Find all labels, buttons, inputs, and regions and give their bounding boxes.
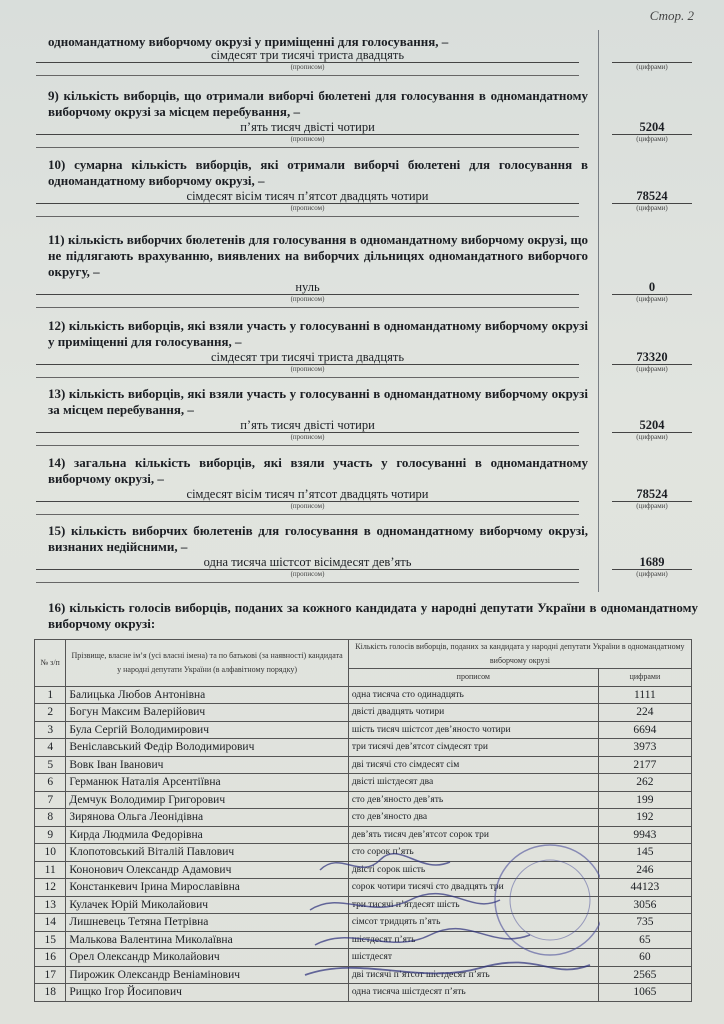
figures-caption: (цифрами) — [636, 63, 668, 71]
table-body — [35, 686, 692, 1001]
candidate-name: Кирда Людмила Федорівна — [66, 826, 348, 844]
page-number: Стор. 2 — [649, 8, 694, 23]
amount-in-figures — [612, 48, 692, 63]
table-row — [35, 826, 692, 844]
candidate-name: Веніславський Федір Володимирович — [66, 739, 348, 757]
amount-in-figures: 73320 — [612, 350, 692, 365]
votes-in-words: сорок чотири тисячі сто двадцять три — [348, 879, 598, 897]
table-row — [35, 966, 692, 984]
table-row — [35, 931, 692, 949]
col-votes: Кількість голосів виборців, поданих за кандидата у народні депутати України в одномандатному виборчому окрузі — [348, 640, 691, 669]
table-row — [35, 896, 692, 914]
figures-caption: (цифрами) — [636, 204, 668, 212]
votes-in-figures: 199 — [598, 791, 691, 809]
table-row — [35, 739, 692, 757]
votes-in-figures: 60 — [598, 949, 691, 967]
candidate-name: Лишневець Тетяна Петрівна — [66, 914, 348, 932]
amount-in-figures: 5204 — [612, 418, 692, 433]
words-caption: (прописом) — [290, 63, 325, 71]
col-words: прописом — [348, 669, 598, 687]
separator-line — [36, 377, 579, 378]
words-caption: (прописом) — [290, 570, 325, 578]
amount-in-words: сімдесят три тисячі триста двадцять — [36, 350, 579, 365]
table-row — [35, 704, 692, 722]
row-number: 7 — [35, 791, 66, 809]
table-row — [35, 861, 692, 879]
row-number: 16 — [35, 949, 66, 967]
amount-in-words: п’ять тисяч двісті чотири — [36, 120, 579, 135]
row-number: 13 — [35, 896, 66, 914]
row-number: 6 — [35, 774, 66, 792]
votes-in-words: сто дев’яносто дев’ять — [348, 791, 598, 809]
amount-in-figures: 0 — [612, 280, 692, 295]
votes-in-words: двісті двадцять чотири — [348, 704, 598, 722]
amount-in-words: сімдесят вісім тисяч п’ятсот двадцять чотири — [36, 487, 579, 502]
votes-in-figures: 9943 — [598, 826, 691, 844]
amount-in-figures: 1689 — [612, 555, 692, 570]
amount-in-words: одна тисяча шістсот вісімдесят дев’ять — [36, 555, 579, 570]
row-number: 12 — [35, 879, 66, 897]
votes-in-figures: 145 — [598, 844, 691, 862]
amount-in-figures: 5204 — [612, 120, 692, 135]
row-number: 4 — [35, 739, 66, 757]
words-caption: (прописом) — [290, 433, 325, 441]
col-figures: цифрами — [598, 669, 691, 687]
candidate-name: Демчук Володимир Григорович — [66, 791, 348, 809]
table-row — [35, 879, 692, 897]
amount-in-words: сімдесят вісім тисяч п’ятсот двадцять чотири — [36, 189, 579, 204]
votes-in-figures: 224 — [598, 704, 691, 722]
section-title-text: одномандатному виборчому окрузі у приміщенні для голосування, – — [48, 34, 449, 49]
votes-in-figures: 1065 — [598, 984, 691, 1002]
figures-caption: (цифрами) — [636, 433, 668, 441]
table-row — [35, 949, 692, 967]
row-number: 5 — [35, 756, 66, 774]
col-no: № з/п — [35, 640, 66, 687]
candidate-name: Рищко Ігор Йосипович — [66, 984, 348, 1002]
votes-in-words: сто дев’яносто два — [348, 809, 598, 827]
votes-in-figures: 65 — [598, 931, 691, 949]
section-10-title — [48, 157, 588, 189]
row-number: 11 — [35, 861, 66, 879]
amount-in-figures: 78524 — [612, 487, 692, 502]
candidate-name: Кулачек Юрій Миколайович — [66, 896, 348, 914]
row-number: 2 — [35, 704, 66, 722]
section-title-text: 12) кількість виборців, які взяли участь у голосуванні в одномандатному виборчому окрузі у приміщенні для голосування, – — [48, 318, 588, 349]
row-number: 1 — [35, 686, 66, 704]
section-12-title — [48, 318, 588, 350]
words-caption: (прописом) — [290, 365, 325, 373]
votes-in-figures: 3056 — [598, 896, 691, 914]
separator-line — [36, 216, 579, 217]
table-row — [35, 844, 692, 862]
candidate-name: Кононович Олександр Адамович — [66, 861, 348, 879]
votes-in-words: двісті шістдесят два — [348, 774, 598, 792]
votes-in-figures: 6694 — [598, 721, 691, 739]
candidate-name: Орел Олександр Миколайович — [66, 949, 348, 967]
figures-caption: (цифрами) — [636, 570, 668, 578]
candidates-table — [34, 639, 692, 1002]
separator-line — [36, 582, 579, 583]
section-14-title — [48, 455, 588, 487]
section-title-text: 13) кількість виборців, які взяли участь у голосуванні в одномандатному виборчому окрузі за місцем перебування, – — [48, 386, 588, 417]
table-row — [35, 756, 692, 774]
candidate-name: Була Сергій Володимирович — [66, 721, 348, 739]
row-number: 10 — [35, 844, 66, 862]
figures-caption: (цифрами) — [636, 502, 668, 510]
votes-in-words: три тисячі дев’ятсот сімдесят три — [348, 739, 598, 757]
table-row — [35, 721, 692, 739]
section-title-text: 10) сумарна кількість виборців, які отримали виборчі бюлетені для голосування в одномандатному виборчому окрузі, – — [48, 157, 588, 188]
votes-in-figures: 262 — [598, 774, 691, 792]
votes-in-words: одна тисяча шістдесят п’ять — [348, 984, 598, 1002]
section-title-text: 14) загальна кількість виборців, які взяли участь у голосуванні в одномандатному виборчому окрузі, – — [48, 455, 588, 486]
row-number: 9 — [35, 826, 66, 844]
col-name: Прізвище, власне ім’я (усі власні імена) та по батькові (за наявності) кандидата у народні депутати України (в алфавітному порядку) — [66, 640, 348, 687]
votes-in-words: дві тисячі п’ятсот шістдесят п’ять — [348, 966, 598, 984]
section-13-title — [48, 386, 588, 418]
row-number: 15 — [35, 931, 66, 949]
votes-in-figures: 3973 — [598, 739, 691, 757]
table-row — [35, 774, 692, 792]
candidate-name: Богун Максим Валерійович — [66, 704, 348, 722]
row-number: 14 — [35, 914, 66, 932]
votes-in-figures: 1111 — [598, 686, 691, 704]
table-row — [35, 914, 692, 932]
amount-in-words: сімдесят три тисячі триста двадцять — [36, 48, 579, 63]
votes-in-words: шістдесят п’ять — [348, 931, 598, 949]
votes-in-figures: 2177 — [598, 756, 691, 774]
row-number: 17 — [35, 966, 66, 984]
figures-caption: (цифрами) — [636, 295, 668, 303]
separator-line — [36, 514, 579, 515]
words-caption: (прописом) — [290, 502, 325, 510]
section-15-title — [48, 523, 588, 555]
votes-in-figures: 246 — [598, 861, 691, 879]
votes-in-words: шість тисяч шістсот дев’яносто чотири — [348, 721, 598, 739]
amount-in-words: п’ять тисяч двісті чотири — [36, 418, 579, 433]
section-title-text: 15) кількість виборчих бюлетенів для голосування в одномандатному виборчому окрузі, визнаних недійсними, – — [48, 523, 588, 554]
votes-in-figures: 735 — [598, 914, 691, 932]
words-caption: (прописом) — [290, 295, 325, 303]
candidate-name: Зирянова Ольга Леонідівна — [66, 809, 348, 827]
amount-in-figures: 78524 — [612, 189, 692, 204]
amount-in-words: нуль — [36, 280, 579, 295]
section-16-title: 16) кількість голосів виборців, поданих за кожного кандидата у народні депутати України в одномандатному виборчому окрузі: — [48, 600, 698, 631]
section-title-text: 11) кількість виборчих бюлетенів для голосування в одномандатному виборчому окрузі, що не підлягають врахуванню, виявлених на виборчих дільницях одномандатного виборчого округу, – — [48, 232, 588, 279]
votes-in-words: три тисячі п’ятдесят шість — [348, 896, 598, 914]
margin-divider — [598, 30, 599, 592]
votes-in-words: двісті сорок шість — [348, 861, 598, 879]
section-title-text: 9) кількість виборців, що отримали виборчі бюлетені для голосування в одномандатному виборчому окрузі за місцем перебування, – — [48, 88, 588, 119]
candidate-name: Малькова Валентина Миколаївна — [66, 931, 348, 949]
votes-in-words: шістдесят — [348, 949, 598, 967]
votes-in-figures: 2565 — [598, 966, 691, 984]
table-row — [35, 984, 692, 1002]
votes-in-figures: 44123 — [598, 879, 691, 897]
row-number: 8 — [35, 809, 66, 827]
votes-in-figures: 192 — [598, 809, 691, 827]
separator-line — [36, 75, 579, 76]
separator-line — [36, 147, 579, 148]
candidate-name: Балицька Любов Антонівна — [66, 686, 348, 704]
row-number: 3 — [35, 721, 66, 739]
table-row — [35, 809, 692, 827]
votes-in-words: сто сорок п’ять — [348, 844, 598, 862]
table-row — [35, 791, 692, 809]
candidate-name: Вовк Іван Іванович — [66, 756, 348, 774]
figures-caption: (цифрами) — [636, 135, 668, 143]
votes-in-words: одна тисяча сто одинадцять — [348, 686, 598, 704]
candidate-name: Клопотовський Віталій Павлович — [66, 844, 348, 862]
candidate-name: Пирожик Олександр Веніамінович — [66, 966, 348, 984]
words-caption: (прописом) — [290, 135, 325, 143]
votes-in-words: дев’ять тисяч дев’ятсот сорок три — [348, 826, 598, 844]
section-9-title — [48, 88, 588, 120]
words-caption: (прописом) — [290, 204, 325, 212]
separator-line — [36, 307, 579, 308]
figures-caption: (цифрами) — [636, 365, 668, 373]
candidate-name: Констанкевич Ірина Мирославівна — [66, 879, 348, 897]
votes-in-words: сімсот тридцять п’ять — [348, 914, 598, 932]
row-number: 18 — [35, 984, 66, 1002]
table-row — [35, 686, 692, 704]
candidate-name: Германюк Наталія Арсентіївна — [66, 774, 348, 792]
separator-line — [36, 445, 579, 446]
section-11-title — [48, 232, 588, 280]
votes-in-words: дві тисячі сто сімдесят сім — [348, 756, 598, 774]
